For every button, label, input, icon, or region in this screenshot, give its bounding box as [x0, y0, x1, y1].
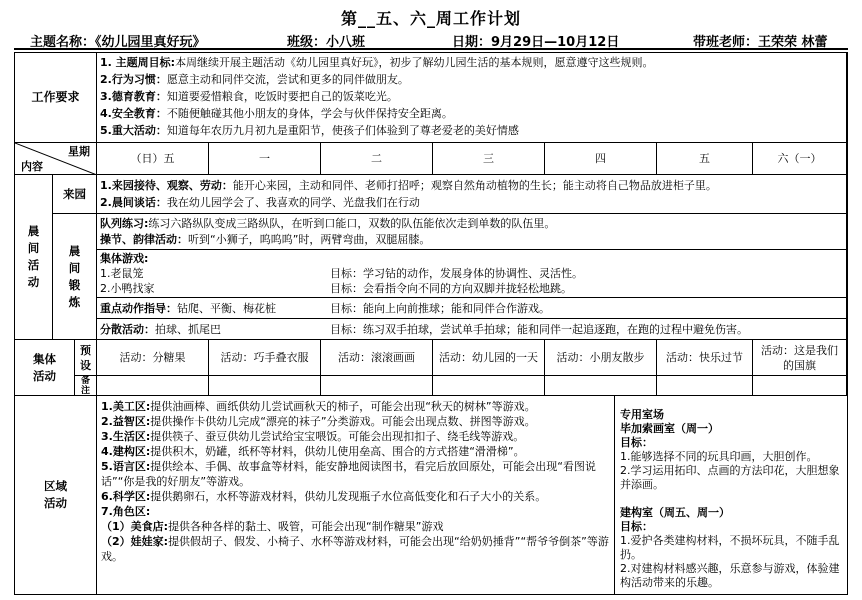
work-req-item: 3.德育教育：知道要爱惜粮食，吃饭时要把自己的饭菜吃光。: [100, 90, 398, 103]
day-header: 五: [657, 143, 753, 175]
special-title: 专用室场: [620, 408, 664, 421]
work-req-label: 工作要求: [15, 53, 97, 143]
game-goal: 目标：会看指令向不同的方向双脚并拢轻松地跳。: [330, 282, 572, 295]
room1-name: 毕加索画室（周一）: [620, 422, 719, 435]
note-cell: [433, 376, 545, 396]
area-content: [97, 396, 615, 594]
activity-cell: 活动：分糖果: [97, 340, 209, 376]
day-header: 四: [545, 143, 657, 175]
area-item: 2.益智区:提供操作卡供幼儿完成“漂亮的袜子”分类游戏。可能会出现点数、拼图等游戏。: [101, 415, 536, 428]
theme-name: 主题名称：《幼儿园里真好玩》: [30, 35, 206, 50]
room2-goal-label: 目标：: [620, 520, 653, 533]
morning-label: 晨间活动: [15, 175, 53, 340]
note-cell: [657, 376, 753, 396]
area-item: （2）娃娃家:提供假胡子、假发、小椅子、水杯等游戏材料，可能会出现“给奶奶捶背”“帮爷爷倒茶”等游戏。: [101, 535, 609, 563]
date-range: 日期：9月29日—10月12日: [452, 35, 620, 50]
group-games: [97, 250, 847, 298]
work-req-item: 5.重大活动：知道每年农历九月初九是重阳节，使孩子们体验到了尊老爱老的美好情感: [100, 124, 519, 137]
activity-cell: 活动：滚滚画画: [321, 340, 433, 376]
day-header: （日）五: [97, 143, 209, 175]
game-name: 2.小鸭找家: [100, 282, 155, 295]
arrival-item: 1.来园接待、观察、劳动：能开心来园，主动和同伴、老师打招呼；观察自然角动植物的生长；能主动将自己物品放进柜子里。: [100, 179, 717, 192]
key-moves: 重点动作指导：钻爬、平衡、梅花桩 目标：能向上向前推球；能和同伴合作游戏。: [97, 298, 847, 319]
plan-label: 预设: [75, 340, 97, 376]
area-label: 区域活动: [15, 396, 97, 594]
room2-name: 建构室（周五、周一）: [620, 506, 730, 519]
game-row: [100, 281, 843, 296]
room2-goal: 2.对建构材料感兴趣，乐意参与游戏，体验建构活动带来的乐趣。: [620, 562, 840, 589]
plan-table: [14, 52, 848, 595]
activity-cell: 活动：幼儿园的一天: [433, 340, 545, 376]
arrival-label: 来园: [53, 175, 97, 214]
area-item: 1.美工区:提供油画棒、画纸供幼儿尝试画秋天的柿子，可能会出现“秋天的树林”等游戏。: [101, 400, 536, 413]
class-name: 班级：小八班: [287, 35, 366, 50]
week-corner: [15, 143, 97, 175]
spread-goal: 目标：练习双手拍球，尝试单手拍球；能和同伴一起追逐跑，在跑的过程中避免伤害。: [330, 323, 748, 336]
corner-day-label: 星期: [68, 145, 90, 158]
area-item: 3.生活区:提供筷子、蚕豆供幼儿尝试给宝宝喂饭。可能会出现扣扣子、绕毛线等游戏。: [101, 430, 525, 443]
note-cell: [753, 376, 847, 396]
game-goal: 目标：学习钻的动作，发展身体的协调性、灵活性。: [330, 267, 583, 280]
area-item: （1）美食店:提供各种各样的黏土、吸管，可能会出现“制作糖果”游戏: [101, 520, 444, 533]
room1-goal-label: 目标：: [620, 436, 653, 449]
work-req-item: 2.行为习惯：愿意主动和同伴交流，尝试和更多的同伴做朋友。: [100, 73, 409, 86]
group-games-head: 集体游戏:: [100, 252, 149, 265]
area-item: 7.角色区:: [101, 505, 151, 518]
arrival-item: 2.晨间谈话：我在幼儿园学会了、我喜欢的同学、光盘我们在行动: [100, 196, 420, 209]
day-header: 三: [433, 143, 545, 175]
note-cell: [321, 376, 433, 396]
room1-goal: 1.能够选择不同的玩具印画，大胆创作。: [620, 450, 818, 463]
formation-gymnastics: [97, 214, 847, 250]
corner-content-label: 内容: [21, 160, 43, 173]
area-item: 6.科学区:提供鹅卵石，水杯等游戏材料，供幼儿发现瓶子水位高低变化和石子大小的关系。: [101, 490, 547, 503]
formation-item: 队列练习:练习六路纵队变成三路纵队，在听到口能口，双数的队伍能依次走到单数的队伍里。: [100, 217, 556, 230]
work-req-item: 4.安全教育：不随便触碰其他小朋友的身体，学会与伙伴保持安全距离。: [100, 107, 453, 120]
room2-goal: 1.爱护各类建构材料，不损坏玩具，不随手乱扔。: [620, 534, 840, 561]
note-cell: [97, 376, 209, 396]
activity-cell: 活动：快乐过节: [657, 340, 753, 376]
page-title: 第__五、六_周工作计划: [340, 9, 521, 28]
exercise-label: 晨间锻炼: [53, 214, 97, 340]
spread-activity: 分散活动：拍球、抓尾巴 目标：练习双手拍球，尝试单手拍球；能和同伴一起追逐跑，在跑的过程中避免伤害。: [97, 319, 847, 340]
day-header: 二: [321, 143, 433, 175]
game-name: 1.老鼠笼: [100, 267, 144, 280]
note-label: 备注: [75, 376, 97, 396]
activity-cell: 活动：这是我们的国旗: [753, 340, 847, 376]
activity-cell: 活动：小朋友散步: [545, 340, 657, 376]
key-moves-goal: 目标：能向上向前推球；能和同伴合作游戏。: [330, 302, 550, 315]
note-cell: [209, 376, 321, 396]
gymnastics-item: 操节、韵律活动：听到“小狮子，呜呜呜”时，两臂弯曲，双腿屈膝。: [100, 233, 431, 246]
teachers: 带班老师：王荣荣 林蕾: [693, 35, 828, 50]
room1-goal: 2.学习运用拓印、点画的方法印花，大胆想象并添画。: [620, 464, 840, 491]
group-activity-label: 集体活动: [15, 340, 75, 396]
arrival-content: [97, 175, 847, 214]
activity-cell: 活动：巧手叠衣服: [209, 340, 321, 376]
note-cell: [545, 376, 657, 396]
header-rule: [14, 48, 848, 50]
special-rooms: [615, 396, 847, 594]
day-header: 六（一）: [753, 143, 847, 175]
work-req-content: [97, 53, 847, 143]
work-req-item: 1. 主题周目标:本周继续开展主题活动《幼儿园里真好玩》，初步了解幼儿园生活的基本规则，愿意遵守这些规则。: [100, 56, 654, 69]
area-item: 4.建构区:提供积木，奶罐，纸杯等材料，供幼儿使用垒高、围合的方式搭建“滑滑梯”。: [101, 445, 525, 458]
day-header: 一: [209, 143, 321, 175]
area-item: 5.语言区:提供绘本、手偶、故事盒等材料，能安静地阅读图书，看完后放回原处，可能会出现“看图说话”“你是我的好朋友”等游戏。: [101, 460, 596, 488]
game-row: [100, 266, 843, 281]
